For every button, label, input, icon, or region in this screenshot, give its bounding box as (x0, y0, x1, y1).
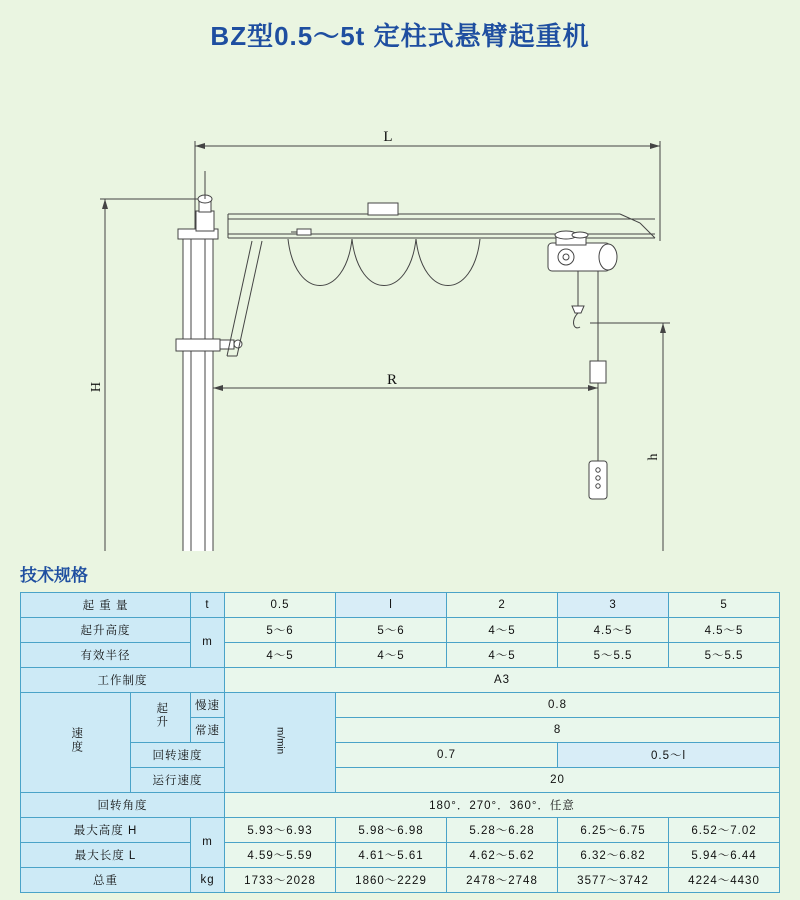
cell: 5.93～6.93 (225, 817, 336, 842)
cell: A3 (225, 667, 780, 692)
cell: 0.5～l (558, 742, 780, 767)
cell: 0.8 (336, 692, 780, 717)
cell: 4～5 (447, 617, 558, 642)
cell: 2 (447, 592, 558, 617)
cell: 180°．270°．360°．任意 (225, 792, 780, 817)
row-unit: kg (191, 867, 225, 892)
cell: 4.5～5 (558, 617, 669, 642)
row-label: 起 重 量 (21, 592, 191, 617)
crane-diagram (0, 51, 800, 551)
cell: 6.52～7.02 (669, 817, 780, 842)
label-height-H: H (89, 381, 104, 392)
cell: l (336, 592, 447, 617)
cell: 5～6 (336, 617, 447, 642)
row-label: 最大高度 H (21, 817, 191, 842)
cell: 3 (558, 592, 669, 617)
cell: 8 (336, 717, 780, 742)
cell: 5～5.5 (558, 642, 669, 667)
row-unit: m (191, 617, 225, 667)
cell: 6.32～6.82 (558, 842, 669, 867)
cell: 4224～4430 (669, 867, 780, 892)
cell: 1860～2229 (336, 867, 447, 892)
cell: 4～5 (225, 642, 336, 667)
table-row (21, 792, 780, 817)
cell: 2478～2748 (447, 867, 558, 892)
table-row (21, 592, 780, 617)
table-row (21, 742, 780, 767)
cell: 6.25～6.75 (558, 817, 669, 842)
label-radius-R: R (386, 371, 398, 388)
group-speed: 速度 (21, 692, 131, 792)
table-row (21, 817, 780, 842)
cell: 3577～3742 (558, 867, 669, 892)
spec-table (20, 592, 780, 893)
row-label: 运行速度 (131, 767, 225, 792)
table-row (21, 642, 780, 667)
table-row (21, 667, 780, 692)
table-row (21, 692, 780, 717)
cell: 5～5.5 (669, 642, 780, 667)
row-label: 最大长度 L (21, 842, 191, 867)
row-unit: m/min (225, 692, 336, 792)
cell: 4.62～5.62 (447, 842, 558, 867)
page-title: BZ型0.5～5t 定柱式悬臂起重机 (210, 21, 590, 51)
table-row (21, 617, 780, 642)
cell: 4～5 (447, 642, 558, 667)
cell: 4.5～5 (669, 617, 780, 642)
row-unit: t (191, 592, 225, 617)
row-label: 有效半径 (21, 642, 191, 667)
row-label: 起升高度 (21, 617, 191, 642)
table-row (21, 842, 780, 867)
group-lift: 起升 (131, 692, 191, 742)
cell: 4.61～5.61 (336, 842, 447, 867)
cell: 4.59～5.59 (225, 842, 336, 867)
cell: 5～6 (225, 617, 336, 642)
spec-section-title: 技术规格 (20, 565, 88, 585)
row-label: 常速 (191, 717, 225, 742)
cell: 20 (336, 767, 780, 792)
row-label: 回转角度 (21, 792, 225, 817)
cell: 5.28～6.28 (447, 817, 558, 842)
row-label: 工作制度 (21, 667, 225, 692)
cell: 5 (669, 592, 780, 617)
cell: 0.7 (336, 742, 558, 767)
cell: 0.5 (225, 592, 336, 617)
label-span-L: L (383, 128, 393, 145)
cell: 1733～2028 (225, 867, 336, 892)
row-label: 总重 (21, 867, 191, 892)
table-row (21, 867, 780, 892)
cell: 5.98～6.98 (336, 817, 447, 842)
label-lift-h: h (646, 453, 661, 461)
row-label: 慢速 (191, 692, 225, 717)
row-label: 回转速度 (131, 742, 225, 767)
table-row (21, 767, 780, 792)
cell: 4～5 (336, 642, 447, 667)
cell: 5.94～6.44 (669, 842, 780, 867)
row-unit: m (191, 817, 225, 867)
